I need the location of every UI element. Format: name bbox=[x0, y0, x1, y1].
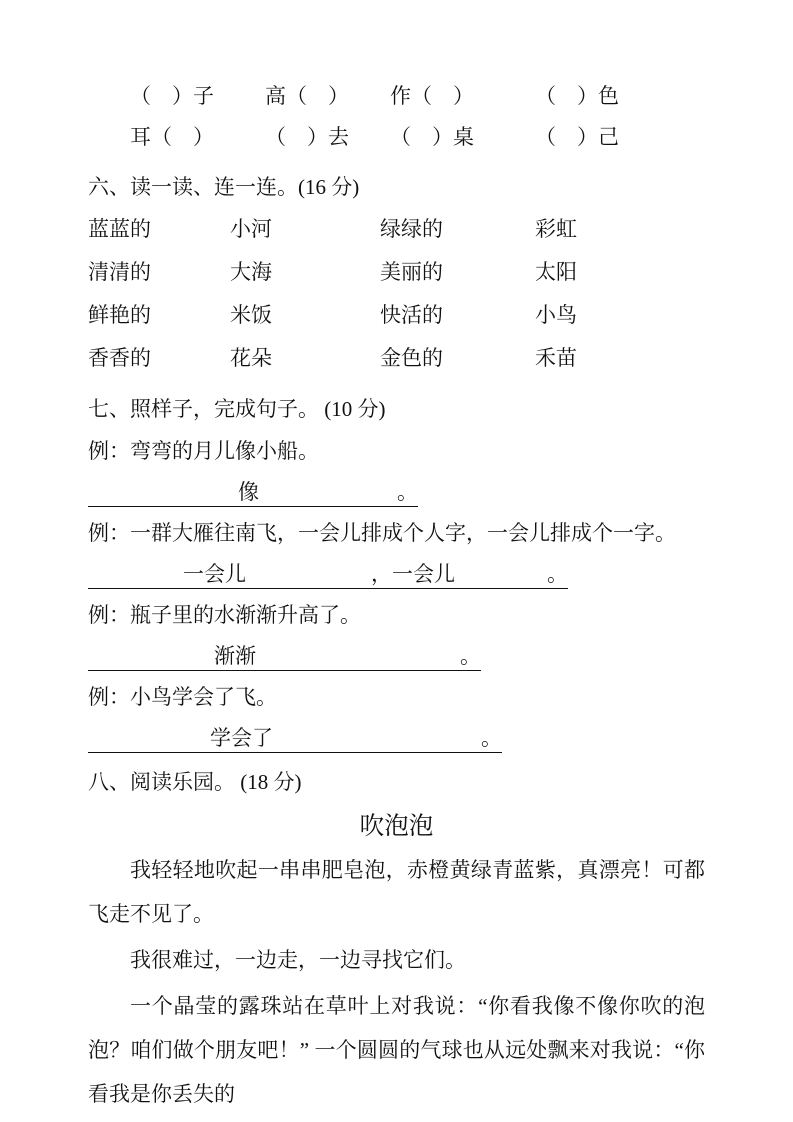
match-cell: 小河 bbox=[230, 217, 272, 241]
match-cell: 香香的 bbox=[88, 346, 151, 370]
fill-cell: （ ）桌 bbox=[390, 125, 474, 149]
answer-line-4 bbox=[88, 721, 705, 753]
match-cell: 蓝蓝的 bbox=[88, 217, 151, 241]
section-8-heading: 八、阅读乐园。 (18 分) bbox=[88, 770, 302, 794]
match-cell: 花朵 bbox=[230, 346, 272, 370]
reading-paragraph-1: 我轻轻地吹起一串串肥皂泡，赤橙黄绿青蓝紫，真漂亮！可都飞走不见了。 bbox=[88, 858, 705, 926]
period: 。 bbox=[397, 480, 418, 504]
match-cell: 美丽的 bbox=[380, 260, 443, 284]
example-sentence-3: 例：瓶子里的水渐渐升高了。 bbox=[88, 603, 361, 627]
match-cell: 小鸟 bbox=[535, 303, 577, 327]
match-cell: 禾苗 bbox=[535, 346, 577, 370]
reading-title: 吹泡泡 bbox=[359, 813, 434, 840]
given-word: 一会儿 bbox=[183, 562, 246, 586]
section-6-heading: 六、读一读、连一连。(16 分) bbox=[88, 175, 360, 199]
example-sentence-2: 例：一群大雁往南飞，一会儿排成个人字，一会儿排成个一字。 bbox=[88, 521, 676, 545]
fill-row bbox=[88, 76, 705, 117]
period: 。 bbox=[547, 562, 568, 586]
answer-line-1 bbox=[88, 475, 705, 507]
given-word: 渐渐 bbox=[214, 644, 256, 668]
fill-row bbox=[88, 117, 705, 158]
given-word: 像 bbox=[238, 480, 259, 504]
match-cell: 绿绿的 bbox=[380, 217, 443, 241]
answer-rule bbox=[88, 557, 568, 589]
answer-rule bbox=[88, 475, 418, 507]
word-fill-section bbox=[88, 76, 705, 158]
match-cell: 金色的 bbox=[380, 346, 443, 370]
answer-rule bbox=[88, 639, 481, 671]
fill-cell: （ ）色 bbox=[535, 84, 619, 108]
fill-cell: 作（ ） bbox=[390, 84, 474, 108]
period: 。 bbox=[481, 726, 502, 750]
example-sentence-1: 例：弯弯的月儿像小船。 bbox=[88, 439, 319, 463]
section-7-heading: 七、照样子，完成句子。 (10 分) bbox=[88, 397, 386, 421]
fill-cell: （ ）去 bbox=[265, 125, 349, 149]
match-cell: 清清的 bbox=[88, 260, 151, 284]
fill-cell: （ ）子 bbox=[130, 84, 214, 108]
fill-cell: 高（ ） bbox=[265, 84, 349, 108]
reading-paragraph-2: 我很难过，一边走，一边寻找它们。 bbox=[130, 948, 466, 972]
match-cell: 太阳 bbox=[535, 260, 577, 284]
period: 。 bbox=[460, 644, 481, 668]
match-cell: 鲜艳的 bbox=[88, 303, 151, 327]
given-word: 学会了 bbox=[210, 726, 273, 750]
fill-cell: （ ）己 bbox=[535, 125, 619, 149]
match-cell: 快活的 bbox=[380, 303, 443, 327]
answer-rule bbox=[88, 721, 502, 753]
answer-line-3 bbox=[88, 639, 705, 671]
fill-cell: 耳（ ） bbox=[130, 125, 214, 149]
example-sentence-4: 例：小鸟学会了飞。 bbox=[88, 685, 277, 709]
match-cell: 彩虹 bbox=[535, 217, 577, 241]
match-cell: 大海 bbox=[230, 260, 272, 284]
given-word: ，一会儿 bbox=[371, 562, 455, 586]
matching-exercise bbox=[88, 208, 705, 380]
match-cell: 米饭 bbox=[230, 303, 272, 327]
answer-line-2 bbox=[88, 557, 705, 589]
reading-paragraph-3: 一个晶莹的露珠站在草叶上对我说：“你看我像不像你吹的泡泡？咱们做个朋友吧！” 一个圆圆的气球也从远处飘来对我说：“你看我是你丢失的 bbox=[88, 994, 705, 1106]
